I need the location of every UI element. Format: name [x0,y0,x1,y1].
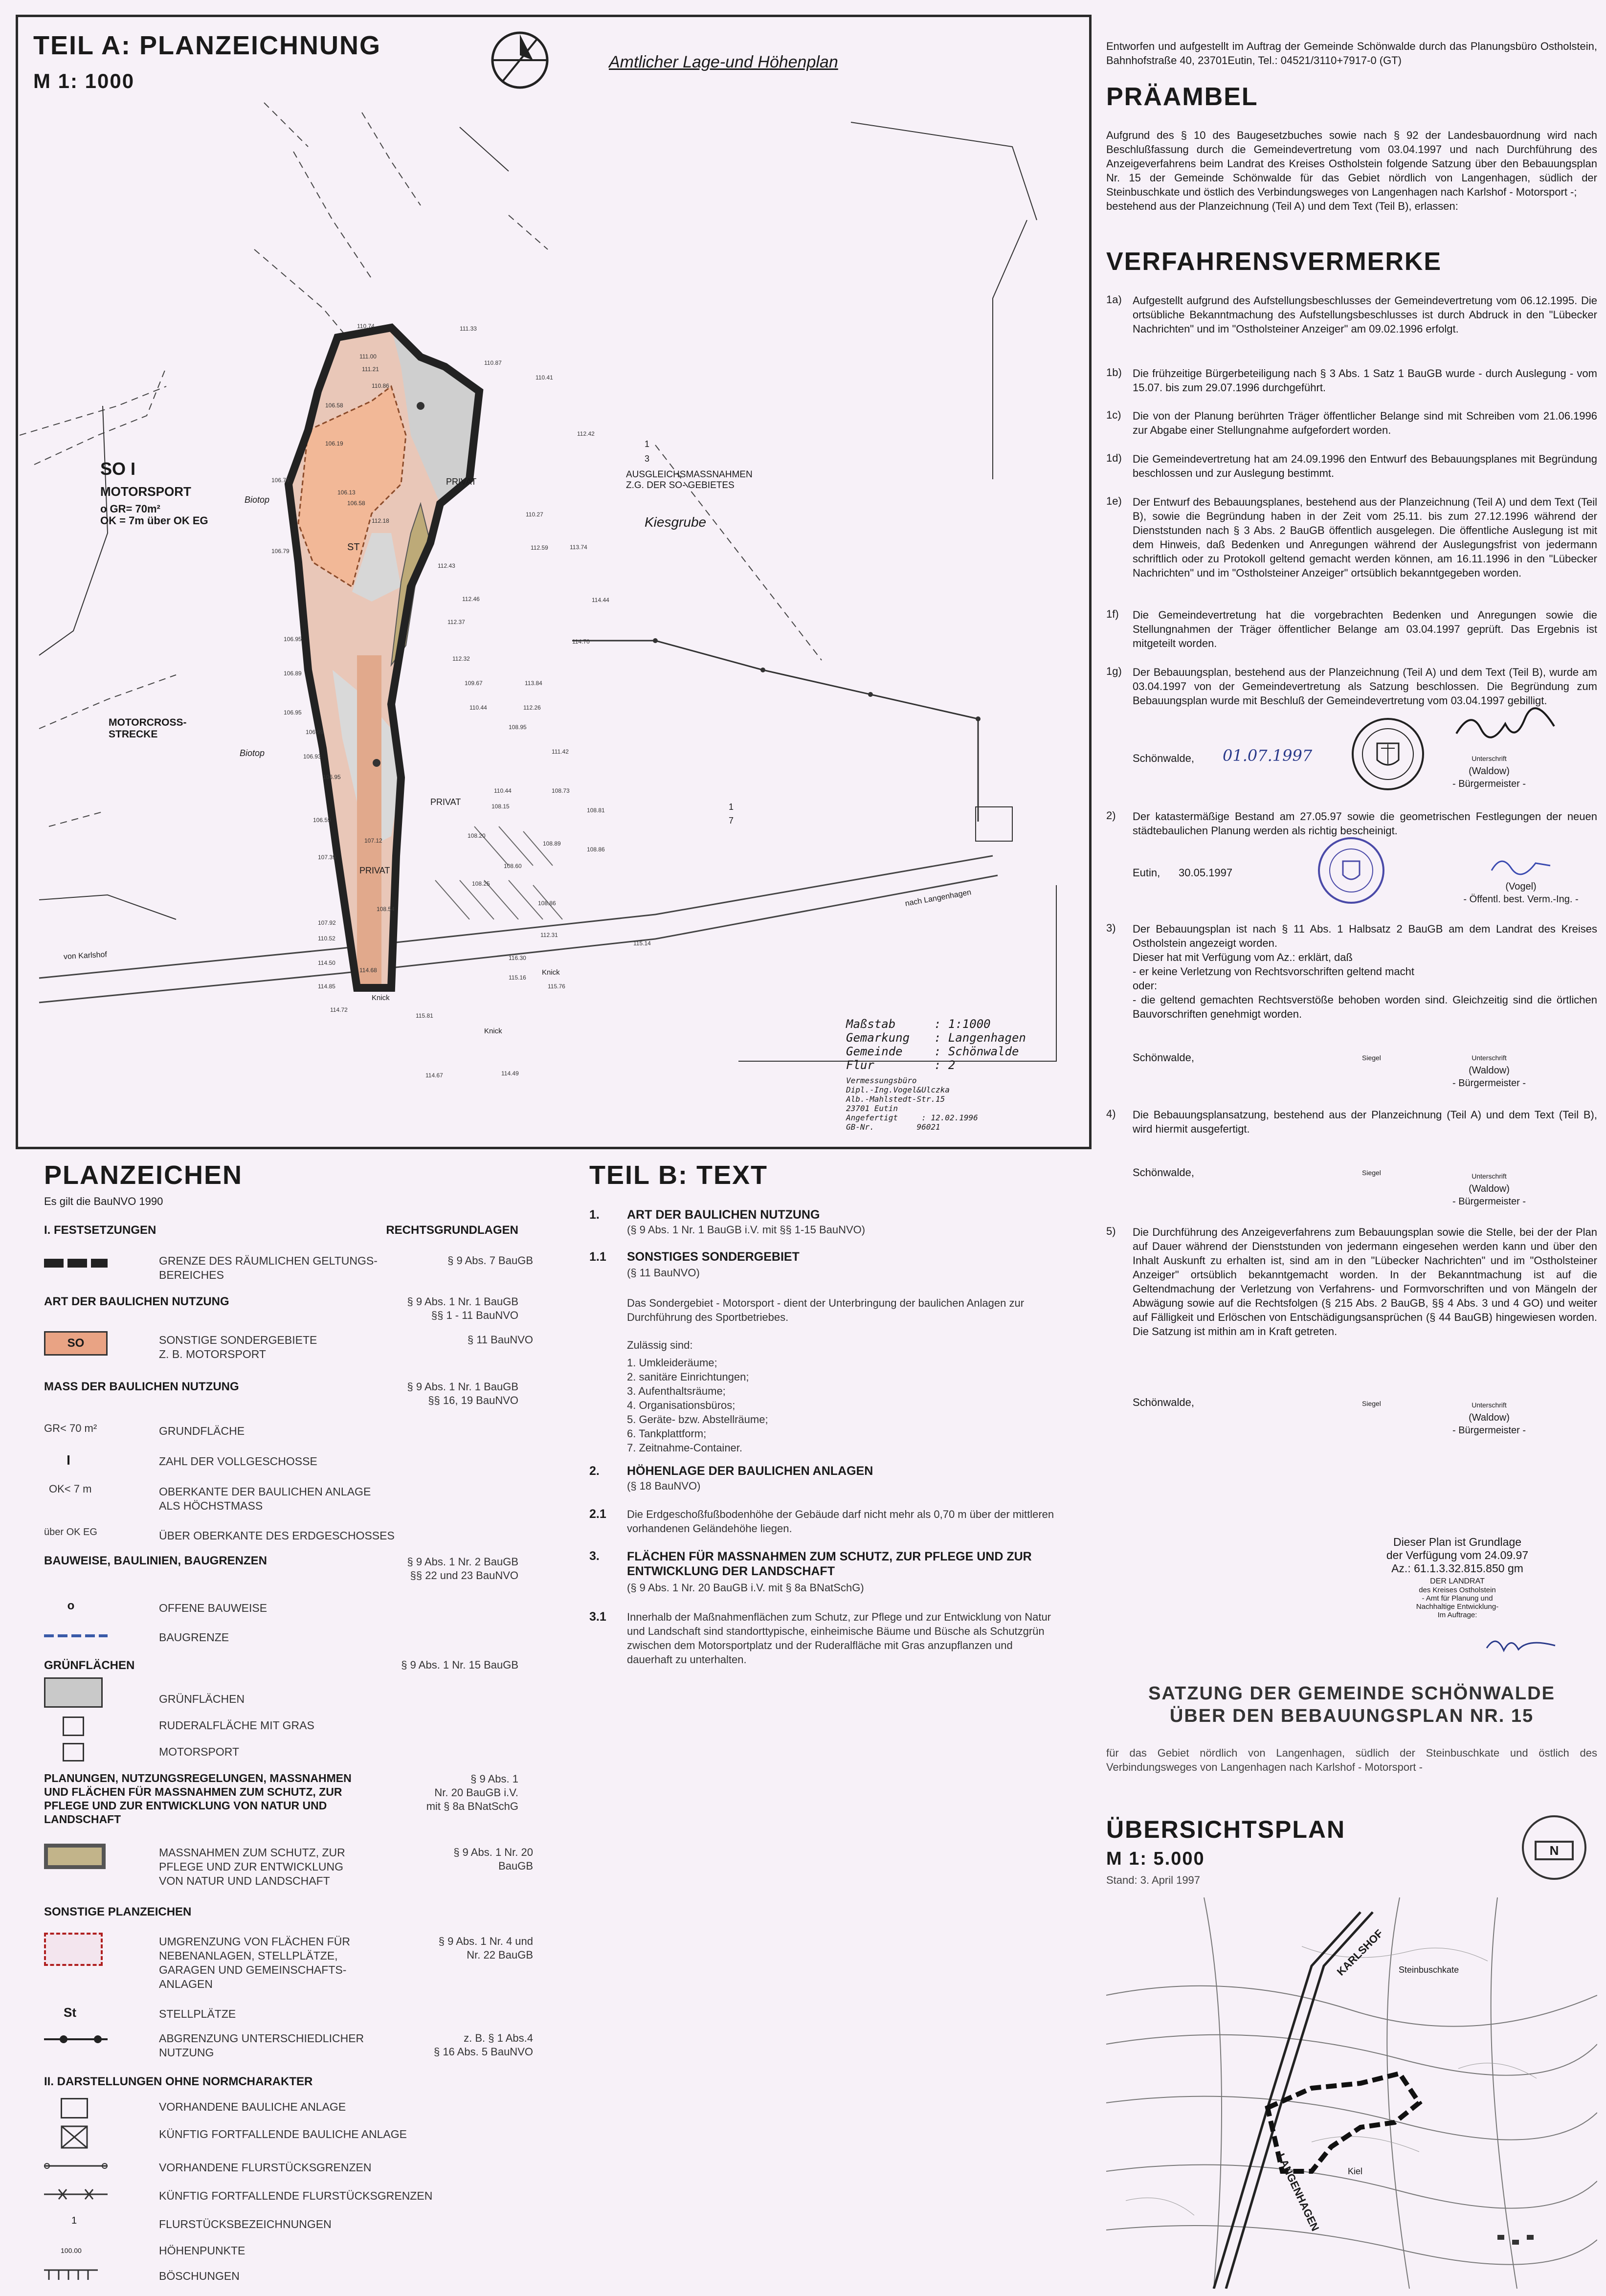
height-point: 108.20 [468,832,486,839]
height-point: 114.68 [359,967,377,974]
gb-nr: GB-Nr. 96021 [846,1122,940,1132]
height-point: 106.95 [323,774,341,780]
height-point: 114.49 [501,1070,519,1077]
height-point: 114.72 [330,1006,348,1013]
legend-row-sondergebiet [44,1331,533,1360]
praeambel-title: PRÄAMBEL [1106,83,1258,111]
height-point: 111.33 [460,325,477,332]
legend-row-ruderalflaeche [44,1716,533,1746]
legend-text: BAUGRENZE [159,1631,229,1644]
legend-row-umgrenzung [44,1933,533,1991]
verfahrensvermerke-title: VERFAHRENSVERMERKE [1106,247,1442,276]
teil-b-text-3-1: Innerhalb der Maßnahmenflächen zum Schutz, zur Pflege und zur Entwicklung von Natur und Landschaft sind standorttypische, einheimische Bäume und Büsche als Schutzgrün zwischen dem Motorsportplatz und der Ruderalfläche mit Gras anzupflanzen und dauerhaft zu unterhalten. [627,1611,1051,1666]
height-point: 112.46 [462,596,480,602]
teil-b-text-2-1: Die Erdgeschoßfußbodenhöhe der Gebäude darf nicht mehr als 0,70 m über der mittleren vorhandenen Geländehöhe liegen. [627,1508,1054,1535]
vermerk-num: 1f) [1106,608,1119,620]
legend-text: KÜNFTIG FORTFALLENDE BAULICHE ANLAGE [159,2128,407,2140]
height-point: 106.95 [284,709,302,716]
teil-b-heading-1: ART DER BAULICHEN NUTZUNG [627,1208,820,1222]
gr-label: o GR= 70m² [100,503,160,515]
teil-a-scale: M 1: 1000 [33,69,135,92]
flurstueck-1: 1 [645,439,650,449]
list-item: 2. sanitäre Einrichtungen; [627,1371,749,1383]
vermerk-num: 1b) [1106,366,1122,379]
height-point: 108.25 [472,880,490,887]
height-point: 115.14 [633,940,651,947]
legend-row-boeschungen [44,2267,533,2292]
height-point: 111.21 [362,366,379,373]
height-point: 114.44 [592,597,609,603]
vermerk-text-2: Der katastermäßige Bestand am 27.05.97 sowie die geometrischen Festlegungen der neuen städtebaulichen Planung werden als richtig bescheinigt. [1133,810,1597,837]
legend-law: § 9 Abs. 7 BauGB [447,1254,533,1267]
height-point: 114.85 [318,983,335,990]
geltungsbereich-line-icon [44,1252,108,1276]
legend-text: HÖHENPUNKTE [159,2244,245,2257]
legend-gruen-law: § 9 Abs. 1 Nr. 15 BauGB [401,1659,518,1671]
vermerk-text: Der Entwurf des Bebauungsplanes, bestehend aus der Planzeichnung (Teil A) und dem Text (Teil B), sowie die Begründung haben in der Zeit vom 25.11. bis zum 27.12.1996 während der Dienststunden nach § 3 Abs. 2 BauGB öffentlich ausgelegen. Die öffentliche Auslegung ist mit dem Hinweis, daß Bedenken und Anregungen während der Auslegungsfrist von jedermann schriftlich oder zu Protokoll geltend gemacht werden können, am 16.11.1996 in den "Lübecker Nachrichten" und im "Ostholsteiner Anzeiger" ortsüblich bekanntgegeben worden. [1133,496,1597,579]
list-item: 4. Organisationsbüros; [627,1399,736,1411]
height-point: 113.84 [525,680,542,687]
legend-text: UMGRENZUNG VON FLÄCHEN FÜR NEBENANLAGEN, STELLPLÄTZE, GARAGEN UND GEMEINSCHAFTS- ANLAGEN [159,1935,351,1990]
legend-row-fortfallende-grenzen [44,2187,533,2216]
legend-rechtsgrundlagen: RECHTSGRUNDLAGEN [386,1224,518,1237]
height-point: 106.95 [284,636,302,643]
sig5-unterschrift: Unterschrift [1472,1401,1507,1409]
sig3-name: (Waldow) [1469,1065,1510,1076]
sig4-siegel: Siegel [1362,1169,1381,1177]
vermerk-text-3: Der Bebauungsplan ist nach § 11 Abs. 1 Halbsatz 2 BauGB am dem Landrat des Kreises Ostholstein angezeigt worden. Dieser hat mit Verfügung vom Az.: erklärt, daß - er keine Verletzung von Rechtsvorschriften geltend macht oder: - die geltend gemachten Rechtsverstöße behoben worden sind. Gleichzeitig sind die örtlichen Bauvorschriften genehmigt worden. [1133,923,1597,1020]
vermerk-num: 1e) [1106,495,1122,507]
teil-b-heading-1-1: SONSTIGES SONDERGEBIET [627,1250,800,1264]
height-point: 109.67 [465,680,483,687]
list-item: 1. Umkleideräume; [627,1357,717,1369]
sig3-role: - Bürgermeister - [1452,1078,1526,1089]
sig4-block [1443,1170,1536,1208]
teil-b-sub-1-1: (§ 11 BauNVO) [627,1267,700,1279]
privat-label-1: PRIVAT [446,477,477,487]
flurstueck-3: 3 [645,454,650,464]
legend-text: MASSNAHMEN ZUM SCHUTZ, ZUR PFLEGE UND ZUR ENTWICKLUNG VON NATUR UND LANDSCHAFT [159,1846,345,1887]
stamp-line-3: Az.: 61.1.3.32.815.850 gm [1391,1562,1523,1575]
legend-text: VORHANDENE FLURSTÜCKSGRENZEN [159,2161,372,2174]
ruderal-icon [63,1716,84,1736]
legend-planungen-heading: PLANUNGEN, NUTZUNGSREGELUNGEN, MASSNAHMEN UND FLÄCHEN FÜR MASSNAHMEN ZUM SCHUTZ, ZUR PFLEGE UND ZUR ENTWICKLUNG VON NATUR UND LANDSCHAFT [44,1772,352,1826]
height-point: 110.44 [469,704,487,711]
legend-row-abgrenzung [44,2029,533,2059]
height-point: 108.86 [538,900,556,907]
vermerk-text: Die frühzeitige Bürgerbeteiligung nach § 3 Abs. 1 Satz 1 BauGB wurde - durch Auslegung - vom 15.07. bis zum 29.07.1996 durchgeführt. [1133,367,1597,394]
legend-row-vorhandene-anlage [44,2098,533,2127]
teil-b-num-2-1: 2.1 [589,1507,606,1521]
uebersicht-langenhagen: LANGENHAGEN [1274,2151,1322,2233]
vermerk-text: Aufgestellt aufgrund des Aufstellungsbeschlusses der Gemeindevertretung vom 06.12.1995. Die ortsübliche Bekanntmachung des Aufstellungsbeschlusses ist durch Abdruck in den "Lübecker Nachrichten" und im "Ostholsteiner Anzeiger" am 09.02.1996 erfolgt. [1133,294,1597,335]
height-point: 112.31 [540,932,558,938]
sig3-place: Schönwalde, [1133,1051,1194,1064]
sig2-role: - Öffentl. best. Verm.-Ing. - [1463,894,1579,905]
legend-row-oberkante [44,1483,533,1512]
uebersicht-kiel: Kiel [1348,2166,1363,2176]
legend-text: STELLPLÄTZE [159,2007,236,2020]
vermerk-text: Die von der Planung berührten Träger öffentlicher Belange sind mit Schreiben vom 21.06.1996 zur Abgabe einer Stellungnahme aufgefordert worden. [1133,410,1597,436]
height-point: 112.59 [531,544,548,551]
vermerk-text-4: Die Bebauungsplansatzung, bestehend aus der Planzeichnung (Teil A) und dem Text (Teil B), wird hiermit ausgefertigt. [1133,1109,1597,1135]
massstab-value: : 1:1000 [934,1017,991,1031]
height-point: 114.67 [425,1072,443,1079]
stamp-line-7: Nachhaltige Entwicklung- [1416,1603,1499,1611]
uebersicht-scale: M 1: 5.000 [1106,1849,1205,1869]
height-point: 108.15 [491,803,510,810]
legend-bauweise-law: § 9 Abs. 1 Nr. 2 BauGB §§ 22 und 23 BauNVO [407,1556,518,1582]
height-point: 106.58 [347,500,365,507]
legend-symbol: GR< 70 m² [44,1422,97,1434]
teil-b-sub-1: (§ 9 Abs. 1 Nr. 1 BauGB i.V. mit §§ 1-15 BauNVO) [627,1224,866,1236]
height-point: 106.13 [337,489,356,496]
legend-gruen-heading: GRÜNFLÄCHEN [44,1659,135,1672]
sig1-date: 01.07.1997 [1223,746,1313,765]
legend-bauweise-heading: BAUWEISE, BAULINIEN, BAUGRENZEN [44,1554,268,1567]
legend-row-fortfallende-anlage [44,2125,533,2155]
uebersicht-steinbuschkate: Steinbuschkate [1399,1965,1459,1975]
height-point: 113.74 [570,544,587,551]
massstab-block [846,1017,1026,1132]
biotop-label-2: Biotop [240,748,265,758]
sig3-unterschrift: Unterschrift [1472,1054,1507,1062]
signature-waldow-icon [1451,704,1569,748]
vermerk-num: 1a) [1106,293,1122,306]
height-point: 112.43 [438,562,455,569]
height-point: 107.12 [364,837,382,844]
teil-b-heading-3: FLÄCHEN FÜR MASSNAHMEN ZUM SCHUTZ, ZUR PFLEGE UND ZUR ENTWICKLUNG DER LANDSCHAFT [627,1550,1032,1578]
height-point: 108.73 [552,787,570,794]
legend-row-ueber-ok-eg [44,1527,533,1556]
legend-text: BÖSCHUNGEN [159,2270,240,2282]
height-point: 106.79 [271,548,290,555]
legend-row-offene-bauweise [44,1599,533,1628]
uebersicht-stand: Stand: 3. April 1997 [1106,1874,1201,1886]
north-letter-icon: N [1535,1841,1574,1860]
legend-mass-law: § 9 Abs. 1 Nr. 1 BauGB §§ 16, 19 BauNVO [407,1381,518,1406]
sig3-siegel: Siegel [1362,1054,1381,1062]
teil-b-num-3-1: 3.1 [589,1610,606,1624]
municipal-seal-icon [1334,715,1442,793]
height-point: 110.27 [526,511,543,518]
stamp-line-2: der Verfügung vom 24.09.97 [1386,1549,1529,1561]
gemarkung-label: Gemarkung [846,1031,910,1045]
surveyor-seal-icon [1315,834,1388,907]
vermerk-text: Die Gemeindevertretung hat die vorgebrachten Bedenken und Anregungen sowie die Stellungnahmen der Träger öffentlicher Belange am 03.04.1997 geprüft. Das Ergebnis ist mitgeteilt worden. [1133,609,1597,649]
legend-subtitle: Es gilt die BauNVO 1990 [44,1195,163,1207]
height-point: 115.81 [416,1012,433,1019]
teil-b-num-1-1: 1.1 [589,1250,606,1264]
teil-b-sub-2: (§ 18 BauNVO) [627,1480,701,1492]
gemeinde-value: : Schönwalde [934,1045,1019,1058]
sig2-name: (Vogel) [1505,881,1537,892]
baugrenze-line-icon [44,1628,108,1653]
vermerk-text: Der Bebauungsplan, bestehend aus der Planzeichnung (Teil A) und dem Text (Teil B), wurde am 03.04.1997 von der Gemeindevertretung als Satzung beschlossen. Die Begründung zum Bebauungsplan wurde mit Beschluß der Gemeindevertretung vom 03.04.1997 gebilligt. [1133,666,1597,707]
building-crossed-icon [61,2125,124,2150]
legend-law: § 9 Abs. 1 Nr. 20 BauGB [453,1846,533,1872]
stamp-line-4: DER LANDRAT [1430,1577,1485,1585]
height-point: 112.42 [577,430,595,437]
teil-b-num-3: 3. [589,1549,600,1563]
buero-name: Dipl.-Ing.Vogel&Ulczka [846,1085,950,1094]
vermerk-num-2: 2) [1106,809,1116,822]
flur-value: : 2 [934,1058,956,1072]
sig1-role: - Bürgermeister - [1452,779,1526,789]
height-point: 108.86 [587,846,605,853]
motorsport-label: MOTORSPORT [100,484,191,499]
kiesgrube-label: Kiesgrube [645,514,707,530]
teil-b-sub-3: (§ 9 Abs. 1 Nr. 20 BauGB i.V. mit § 8a BNatSchG) [627,1582,864,1594]
height-point: 106.89 [284,670,302,677]
sig5-role: - Bürgermeister - [1452,1425,1526,1436]
height-point: 108.60 [504,863,522,869]
height-point: 106.99 [306,729,324,736]
sig5-place: Schönwalde, [1133,1396,1194,1408]
landrat-stamp [1355,1536,1560,1619]
legend-text: OFFENE BAUWEISE [159,1602,268,1614]
height-point: 114.50 [318,959,335,966]
legend-row-motorsport [44,1743,533,1772]
sig5-block [1443,1399,1536,1437]
sig4-role: - Bürgermeister - [1452,1196,1526,1207]
list-item: 5. Geräte- bzw. Abstellräume; [627,1413,768,1426]
legend-symbol: über OK EG [44,1527,97,1538]
height-point: 107.39 [318,854,336,861]
list-item: 3. Aufenthaltsräume; [627,1385,726,1397]
legend-symbol: o [67,1599,75,1612]
height-point: 106.19 [325,440,343,447]
teil-a-title: TEIL A: PLANZEICHNUNG [33,31,381,60]
sig1-block [1443,752,1536,790]
height-point: 114.70 [572,638,590,645]
list-item: 6. Tankplattform; [627,1427,707,1440]
sig2-block [1457,880,1584,906]
height-point: 106.59 [313,817,331,824]
height-point: 110.44 [494,787,512,794]
legend-art-law: § 9 Abs. 1 Nr. 1 BauGB §§ 1 - 11 BauNVO [407,1295,518,1321]
legend-text: OBERKANTE DER BAULICHEN ANLAGE ALS HÖCHSTMASS [159,1485,371,1512]
vermerk-text: Die Gemeindevertretung hat am 24.09.1996 den Entwurf des Bebauungsplanes mit Begründung beschlossen und zur Auslegung bestimmt. [1133,453,1597,479]
teil-b-num-1: 1. [589,1208,600,1222]
legend-text: ÜBER OBERKANTE DES ERDGESCHOSSES [159,1529,395,1542]
sig1-unterschrift: Unterschrift [1472,755,1507,762]
sig3-block [1443,1051,1536,1090]
height-point: 108.89 [543,840,561,847]
height-point: 108.81 [587,807,605,814]
so-area-icon: SO [44,1331,108,1356]
legend-row-grundflaeche [44,1422,533,1451]
vermerk-num-3: 3) [1106,922,1116,934]
knick-label-2: Knick [542,968,560,977]
intro-text: Entworfen und aufgestellt im Auftrag der Gemeinde Schönwalde durch das Planungsbüro Ostholstein, Bahnhofstraße 40, 23701Eutin, Tel.: 04521/3110+7917-0 (GT) [1106,40,1597,67]
sig4-unterschrift: Unterschrift [1472,1172,1507,1180]
privat-label-3: PRIVAT [359,866,390,875]
teil-a-subtitle: Amtlicher Lage-und Höhenplan [609,53,838,71]
satzung-title: SATZUNG DER GEMEINDE SCHÖNWALDE ÜBER DEN BEBAUUNGSPLAN NR. 15 [1148,1683,1555,1726]
legend-text: RUDERALFLÄCHE MIT GRAS [159,1719,314,1732]
stamp-line-6: - Amt für Planung und [1422,1594,1493,1603]
vermerk-num-5: 5) [1106,1225,1116,1237]
sig1-place: Schönwalde, [1133,752,1194,764]
privat-label-2: PRIVAT [430,797,461,807]
height-point: 108.54 [377,906,395,913]
st-label: ST [347,542,360,553]
flurstueck-1b: 1 [729,802,734,812]
teil-b-text-1-1: Das Sondergebiet - Motorsport - dient der Unterbringung der baulichen Anlagen zur Durchführung des Sportbetriebes. [627,1297,1025,1323]
legend-row-baugrenze [44,1628,533,1658]
buero-street: Alb.-Mahlstedt-Str.15 [846,1094,945,1104]
height-point: 112.37 [447,619,465,625]
legend-symbol: I [67,1452,70,1468]
legend-row-hoehenpunkte [44,2242,533,2271]
angefertigt: Angefertigt : 12.02.1996 [846,1113,978,1122]
height-point: 110.41 [535,374,553,381]
legend-text: ABGRENZUNG UNTERSCHIEDLICHER NUTZUNG [159,2032,364,2059]
teil-b-zulaessig: Zulässig sind: [627,1339,693,1351]
legend-text: KÜNFTIG FORTFALLENDE FLURSTÜCKSGRENZEN [159,2189,433,2202]
height-point: 112.26 [523,704,541,711]
legend-row-massnahmen [44,1844,533,1887]
legend-symbol: 100.00 [61,2247,82,2254]
stamp-line-1: Dieser Plan ist Grundlage [1393,1536,1522,1548]
uebersicht-karlshof: KARLSHOF [1334,1927,1385,1978]
signature-landrat-icon [1482,1631,1560,1660]
massstab-label: Maßstab [846,1017,896,1031]
gemarkung-value: : Langenhagen [934,1031,1026,1045]
legend-symbol: 1 [71,2215,77,2226]
abgrenzung-line-icon [44,2029,108,2054]
height-point: 106.93 [303,753,321,760]
legend-mass-heading: MASS DER BAULICHEN NUTZUNG [44,1380,239,1393]
von-karlshof-label: von Karlshof [63,950,108,961]
height-point: 110.86 [372,382,389,389]
teil-b-num-2: 2. [589,1464,600,1478]
nach-langenhagen-label: nach Langenhagen [904,888,972,908]
ausgleich-label: AUSGLEICHSMASSNAHMEN Z.G. DER SO- GEBIETES [626,469,753,490]
height-point: 111.00 [359,353,377,360]
height-point: 106.76 [271,477,290,484]
legend-sonstige-heading: SONSTIGE PLANZEICHEN [44,1905,192,1918]
height-point: 106.58 [325,402,343,409]
vermerk-num: 1g) [1106,665,1122,677]
satzung-subtitle: für das Gebiet nördlich von Langenhagen, südlich der Steinbuschkate und östlich des Verbindungsweges von Langenhagen nach Karlshof - Motorsport - [1106,1747,1597,1773]
legend-symbol: OK< 7 m [49,1483,92,1495]
legend-law: z. B. § 1 Abs.4 § 16 Abs. 5 BauNVO [433,2032,533,2058]
teil-b-title: TEIL B: TEXT [589,1160,768,1190]
buero-line: Vermessungsbüro [846,1076,917,1085]
height-point: 110.52 [318,935,335,942]
massnahmen-area-icon [44,1844,106,1869]
legend-row-geltungsbereich [44,1252,533,1281]
uebersicht-title: ÜBERSICHTSPLAN [1106,1816,1346,1843]
legend-festsetzungen: I. FESTSETZUNGEN [44,1224,156,1237]
north-arrow-icon [488,28,552,92]
sig2-date: 30.05.1997 [1179,867,1233,879]
flur-label: Flur [846,1058,874,1072]
motorbike-icon [63,1743,84,1761]
legend-text: ZAHL DER VOLLGESCHOSSE [159,1455,317,1468]
legend-text: GRÜNFLÄCHEN [159,1693,245,1705]
sig4-name: (Waldow) [1469,1183,1510,1194]
legend-row-vollgeschosse [44,1452,533,1482]
height-point: 115.76 [548,983,565,990]
plan-drawing [20,93,1081,1139]
vermerk-num: 1d) [1106,452,1122,464]
legend-text: GRUNDFLÄCHE [159,1425,245,1437]
vermerk-num: 1c) [1106,409,1121,421]
stamp-line-5: des Kreises Ostholstein [1419,1586,1496,1594]
legend-text: MOTORSPORT [159,1745,239,1758]
height-point: 110.74 [357,323,375,330]
sig5-name: (Waldow) [1469,1412,1510,1423]
signature-vogel-icon [1487,851,1555,880]
legend-row-flurstuecksgrenzen [44,2159,533,2188]
legend-row-flurstuecksbezeichnungen [44,2215,533,2245]
knick-label-1: Knick [372,994,390,1002]
teil-b-list [627,1356,768,1455]
sig5-siegel: Siegel [1362,1400,1381,1407]
teil-b-heading-2: HÖHENLAGE DER BAULICHEN ANLAGEN [627,1464,873,1478]
sig2-place: Eutin, [1133,867,1160,879]
praeambel-text: Aufgrund des § 10 des Baugesetzbuches sowie nach § 92 der Landesbauordnung wird nach Beschlußfassung durch die Gemeindevertretung vom 03.04.1997 und nach Durchführung des Anzeigeverfahrens beim Landrat des Kreises Ostholstein folgende Satzung über den Bebauungsplan Nr. 15 der Gemeinde Schönwalde für das Gebiet nördlich von Langenhagen, südlich der Steinbuschkate und östlich des Verbindungsweges von Langenhagen nach Karlshof - Motorsport -; bestehend aus der Planzeichnung (Teil A) und dem Text (Teil B), erlassen: [1106,129,1597,212]
height-point: 116.30 [509,955,526,961]
legend-text: VORHANDENE BAULICHE ANLAGE [159,2100,346,2113]
height-point: 110.87 [484,359,502,366]
vermerk-text-5: Die Durchführung des Anzeigeverfahrens zum Bebauungsplan sowie die Stelle, bei der der Plan auf Dauer während der Dienststunden von jedermann eingesehen werden kann und über den Inhalt Auskunft zu erhalten ist, sind am in den "Lübecker Nachrichten" und im "Ostholsteiner Anzeiger" ortsüblich bekanntgemacht worden. In der Bekanntmachung ist auf die Geltendmachung der Verletzung von Verfahrens- und Formvorschriften und von Mängeln der Abwägung sowie auf die Rechtsfolgen (§ 215 Abs. 2 BauGB, §§ 4 Abs. 3 und 4 GO) und weiter auf Fälligkeit und Erlöschen von Entschädigungsansprüchen (§ 44 BauGB) hingewiesen worden. Die Satzung ist mithin am in Kraft getreten. [1133,1226,1597,1337]
legend-planungen-law: § 9 Abs. 1 Nr. 20 BauGB i.V. mit § 8a BNatSchG [426,1773,518,1812]
legend-text: FLURSTÜCKSBEZEICHNUNGEN [159,2218,332,2230]
height-point: 115.16 [509,974,526,981]
legend-law: § 9 Abs. 1 Nr. 4 und Nr. 22 BauGB [438,1935,533,1961]
legend-title: PLANZEICHEN [44,1160,243,1190]
list-item: 7. Zeitnahme-Container. [627,1442,743,1454]
gruenflaeche-area-icon [44,1677,103,1708]
boundary-line-icon [44,2159,108,2183]
embankment-icon [44,2267,108,2292]
vermerk-num-4: 4) [1106,1108,1116,1120]
legend-text: GRENZE DES RÄUMLICHEN GELTUNGS- BEREICHES [159,1254,378,1281]
height-point: 112.18 [372,517,389,524]
sig4-place: Schönwalde, [1133,1166,1194,1179]
legend-symbol: St [64,2005,76,2020]
legend-law: § 11 BauNVO [467,1334,533,1346]
knick-label-3: Knick [484,1027,502,1035]
legend-darstellungen-heading: II. DARSTELLUNGEN OHNE NORMCHARAKTER [44,2075,313,2088]
boundary-crossed-icon [44,2187,108,2211]
north-badge [1522,1815,1586,1880]
flurstueck-7: 7 [729,816,734,825]
stamp-line-8: Im Auftrage: [1437,1611,1477,1619]
building-icon [61,2098,88,2118]
biotop-label-1: Biotop [245,495,270,505]
ok-label: OK = 7m über OK EG [100,514,208,527]
sig1-name: (Waldow) [1469,766,1510,777]
buero-city: 23701 Eutin [846,1104,898,1113]
gemeinde-label: Gemeinde [846,1045,903,1058]
umgrenzung-area-icon [44,1933,103,1966]
motorcross-label: MOTORCROSS- STRECKE [109,717,187,740]
height-point: 107.92 [318,919,336,926]
legend-text: SONSTIGE SONDERGEBIETE Z. B. MOTORSPORT [159,1334,317,1360]
height-point: 112.32 [452,655,470,662]
legend-row-gruenflaechen [44,1677,533,1707]
height-point: 111.42 [552,748,569,755]
height-point: 108.95 [509,724,527,731]
so-label: SO I [100,459,136,479]
legend-art-heading: ART DER BAULICHEN NUTZUNG [44,1295,229,1308]
